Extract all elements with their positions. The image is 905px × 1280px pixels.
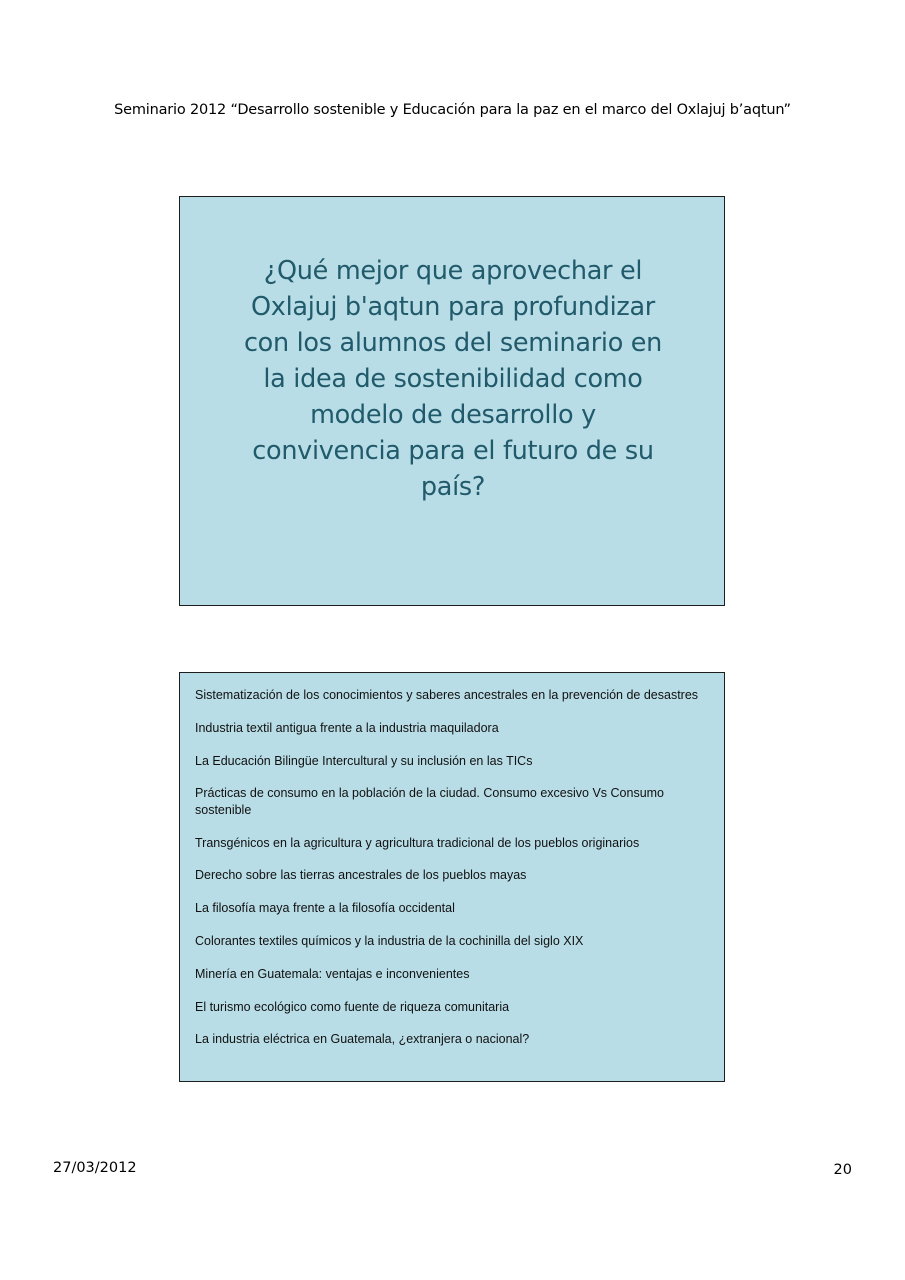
topic-item: La filosofía maya frente a la filosofía occidental [195, 901, 455, 916]
footer-page-number: 20 [833, 1162, 852, 1178]
footer-date: 27/03/2012 [53, 1160, 137, 1176]
question-line: ¿Qué mejor que aprovechar el [263, 256, 643, 286]
topic-item: Transgénicos en la agricultura y agricultura tradicional de los pueblos originarios [195, 835, 640, 850]
slide-question-text [220, 253, 686, 505]
topic-item: Derecho sobre las tierras ancestrales de los pueblos mayas [195, 868, 527, 883]
topic-item: Minería en Guatemala: ventajas e inconvenientes [195, 966, 470, 981]
question-line: modelo de desarrollo y [310, 400, 596, 430]
question-line: Oxlajuj b'aqtun para profundizar [251, 292, 655, 322]
topic-item: La Educación Bilingüe Intercultural y su inclusión en las TICs [195, 753, 533, 768]
topic-item: El turismo ecológico como fuente de riqueza comunitaria [195, 999, 510, 1014]
topic-item: Colorantes textiles químicos y la industria de la cochinilla del siglo XIX [195, 934, 584, 949]
topic-list [195, 687, 715, 1064]
topic-item: Industria textil antigua frente a la industria maquiladora [195, 720, 499, 735]
question-line: convivencia para el futuro de su [252, 436, 654, 466]
question-line: la idea de sostenibilidad como [263, 364, 643, 394]
question-line: país? [420, 472, 486, 502]
page-header-title: Seminario 2012 “Desarrollo sostenible y Educación para la paz en el marco del Oxlajuj b’aqtun” [114, 102, 791, 118]
question-line: con los alumnos del seminario en [243, 328, 663, 358]
slide-topics [179, 672, 725, 1082]
topic-item: Prácticas de consumo en la población de la ciudad. Consumo excesivo Vs Consumo sostenible [195, 786, 665, 817]
slide-question [179, 196, 725, 606]
topic-item: Sistematización de los conocimientos y saberes ancestrales en la prevención de desastres [195, 688, 699, 702]
topic-item: La industria eléctrica en Guatemala, ¿extranjera o nacional? [195, 1032, 530, 1047]
